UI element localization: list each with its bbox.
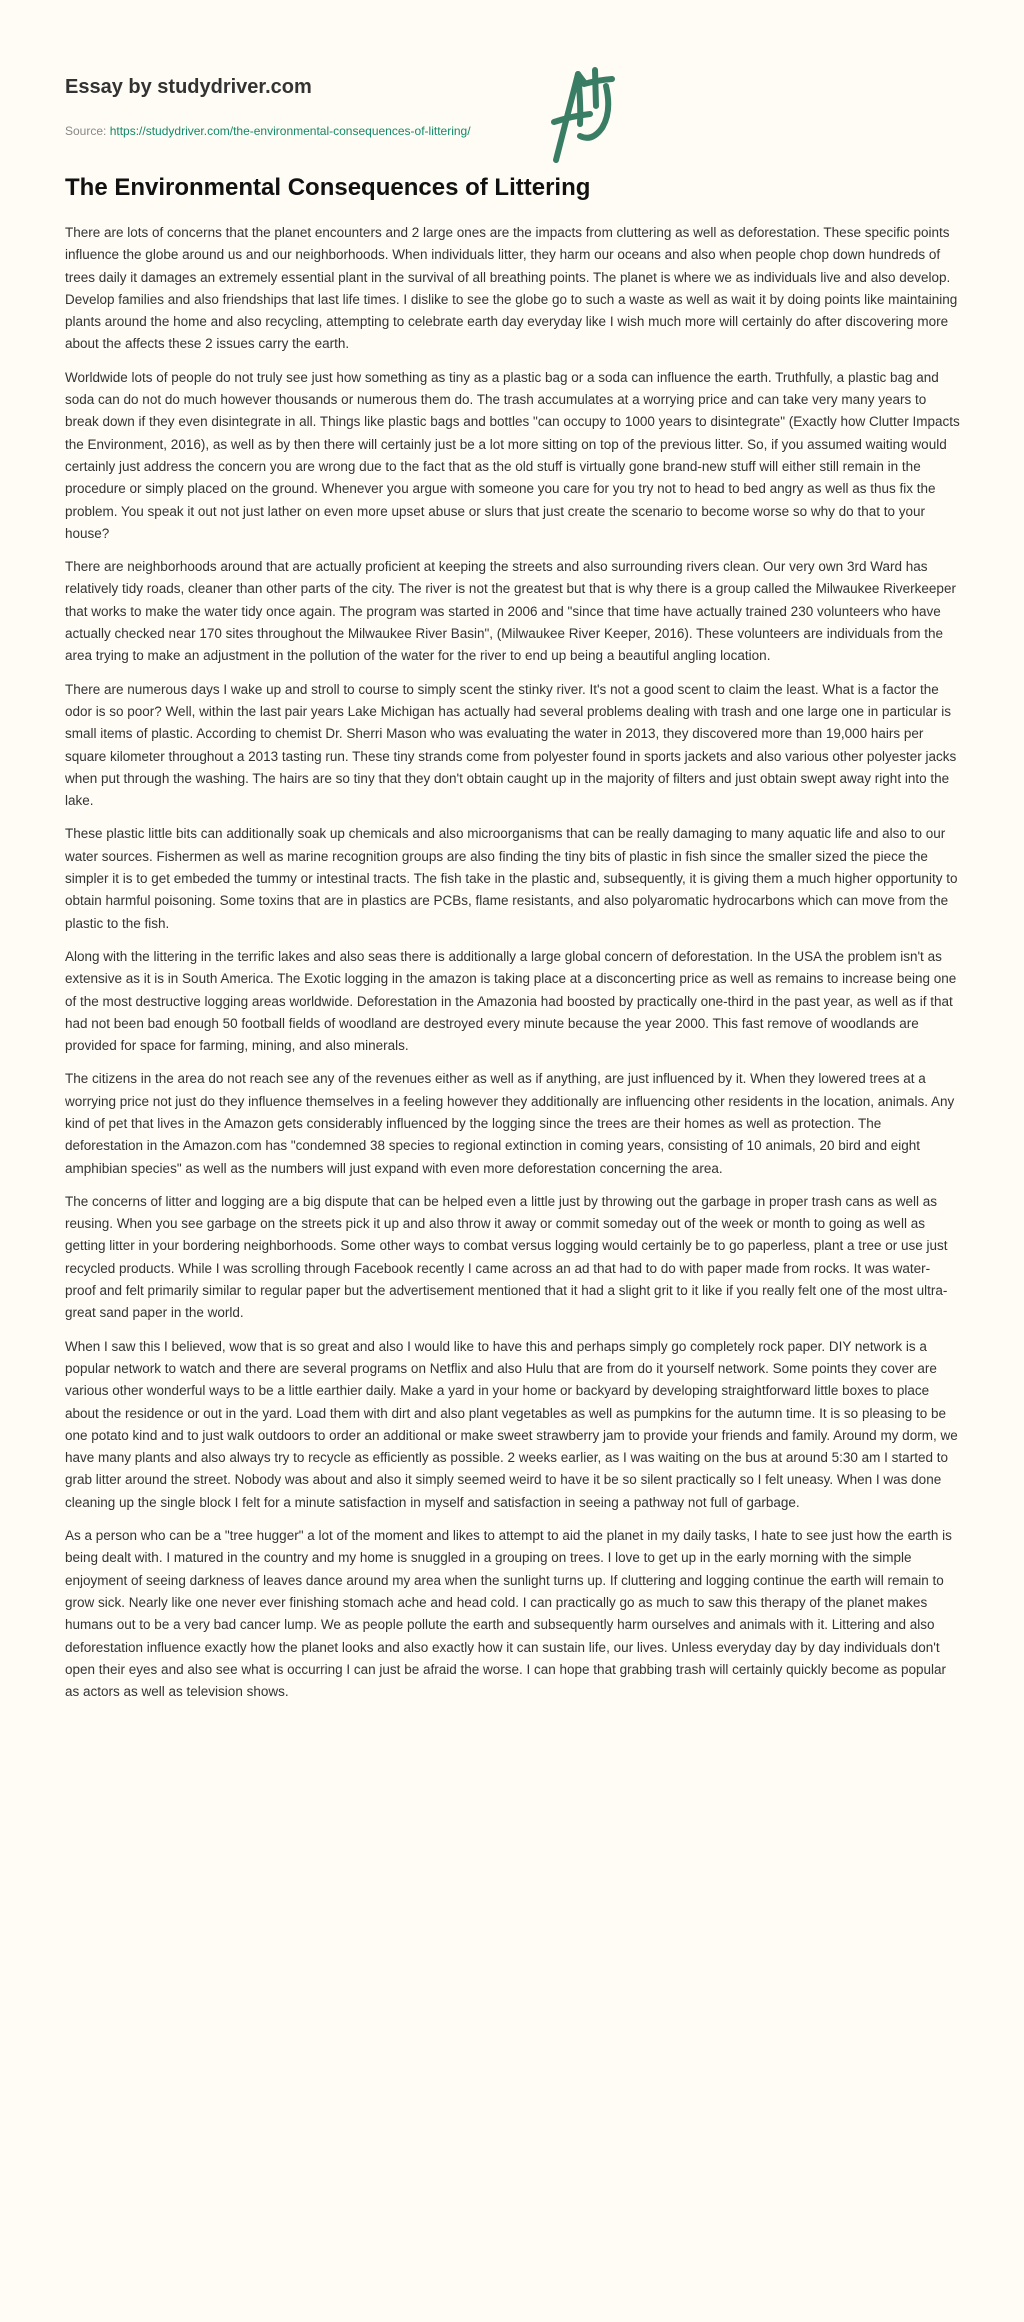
a-plus-logo-icon xyxy=(550,64,650,164)
essay-paragraph: The citizens in the area do not reach see any of the revenues either as well as if anything, are just influenced by it. When they lowered trees at a worrying price not just do they influence themselves in a feeling however they additionally are influencing other residents in the location, animals. Any kind of pet that lives in the Amazon gets considerably influenced by the logging since the trees are their homes as well as protection. The deforestation in the Amazon.com has "condemned 38 species to regional extinction in coming years, consisting of 10 animals, 20 bird and eight amphibian species" as well as the numbers will just expand with even more deforestation concerning the area. xyxy=(65,1071,955,1176)
essay-paragraph: The concerns of litter and logging are a big dispute that can be helped even a little just by throwing out the garbage in proper trash cans as well as reusing. When you see garbage on the streets pick it up and also throw it away or commit someday out of the week or month to going as well as getting litter in your bordering neighborhoods. Some other ways to combat versus logging would certainly be to go paperless, plant a tree or use just recycled products. While I was scrolling through Facebook recently I came across an ad that had to do with paper made from rocks. It was water-proof and felt primarily similar to regular paper but the advertisement mentioned that it had a slight grit to it like if you really felt one of the most ultra- great sand paper in the world. xyxy=(65,1193,948,1321)
essay-content xyxy=(0,174,1024,1703)
essay-paragraph: As a person who can be a "tree hugger" a lot of the moment and likes to attempt to aid the planet in my daily tasks, I hate to see just how the earth is being dealt with. I matured in the country and my home is snuggled in a grouping on trees. I love to get up in the early morning with the simple enjoyment of seeing darkness of leaves dance around my area when the sunlight turns up. If cluttering and logging continue the earth will remain to grow sick. Nearly like one never ever finishing stomach ache and head cold. I can practically go as much to saw this therapy of the planet makes humans out to be a very bad cancer lump. We as people pollute the earth and subsequently harm ourselves and animals with it. Littering and also deforestation influence exactly how the planet looks and also exactly how it can sustain life, our lives. Unless everyday day by day individuals don't open their eyes and also see what is occurring I can just be afraid the worse. I can hope that grabbing trash will certainly quickly become as popular as actors as well as television shows. xyxy=(65,1528,952,1700)
source-link[interactable]: https://studydriver.com/the-environmental-consequences-of-littering/ xyxy=(109,124,471,138)
essay-paragraph: When I saw this I believed, wow that is so great and also I would like to have this and perhaps simply go completely rock paper. DIY network is a popular network to watch and there are several programs on Netflix and also Hulu that are from do it yourself network. Some points they cover are various other wonderful ways to be a little earthier daily. Make a yard in your home or backyard by developing straightforward little boxes to place about the residence or out in the yard. Load them with dirt and also plant vegetables as well as pumpkins for the autumn time. It is so pleasing to be one potato kind and to just walk outdoors to order an additional or make sweet strawberry jam to provide your friends and family. Around my dorm, we have many plants and also always try to recycle as efficiently as possible. 2 weeks earlier, as I was waiting on the bus at around 5:30 am I started to grab litter around the street. Nobody was about and also it simply seemed weird to have it be so silent practically so I felt uneasy. When I was done cleaning up the single block I felt for a minute satisfaction in myself and satisfaction in seeing a pathway not full of garbage. xyxy=(65,1338,958,1510)
essay-paragraph: These plastic little bits can additionally soak up chemicals and also microorganisms that can be really damaging to many aquatic life and also to our water sources. Fishermen as well as marine recognition groups are also finding the tiny bits of plastic in fish since the smaller sized the piece the simpler it is to get embeded the tummy or intestinal tracts. The fish take in the plastic and, subsequently, it is giving them a much higher opportunity to obtain harmful poisoning. Some toxins that are in plastics are PCBs, flame resistants, and also polyaromatic hydrocarbons which can move from the plastic to the fish. xyxy=(65,826,958,931)
site-title: Essay by studydriver.com xyxy=(65,76,312,98)
essay-paragraph: Along with the littering in the terrific lakes and also seas there is additionally a large global concern of deforestation. In the USA the problem isn't as extensive as it is in South America. The Exotic logging in the amazon is taking place at a disconcerting price as well as remains to increase being one of the most destructive logging areas worldwide. Deforestation in the Amazonia had boosted by practically one-third in the past year, as well as if that had not been bad enough 50 football fields of woodland are destroyed every minute because the year 2000. This fast remove of woodlands are provided for space for farming, mining, and also minerals. xyxy=(65,948,957,1054)
essay-paragraph: There are lots of concerns that the planet encounters and 2 large ones are the impacts from cluttering as well as deforestation. These specific points influence the globe around us and our neighborhoods. When individuals litter, they harm our oceans and also when people chop down hundreds of trees daily it damages an extremely essential plant in the survival of all breathing points. The planet is where we as individuals live and also develop. Develop families and also friendships that last life times. I dislike to see the globe go to such a waste as well as wait it by doing points like maintaining plants around the home and also recycling, attempting to celebrate earth day everyday like I wish much more will certainly do after discovering more about the affects these 2 issues carry the earth. xyxy=(65,225,958,352)
essay-paragraph: Worldwide lots of people do not truly see just how something as tiny as a plastic bag or a soda can influence the earth. Truthfully, a plastic bag and soda can do not do much however thousands or numerous them do. The trash accumulates at a worrying price and can take very many years to break down if they even disintegrate in all. Things like plastic bags and bottles "can occupy to 1000 years to disintegrate" (Exactly how Clutter Impacts the Environment, 2016), as well as by then there will certainly just be a lot more sitting on top of the previous litter. So, if you assumed waiting would certainly just address the concern you are wrong due to the fact that as the old stuff is virtually gone brand-new stuff will either still remain in the procedure or simply placed on the ground. Whenever you argue with someone you care for you try not to head to bed angry as well as thus fix the problem. You speak it out not just lather on even more upset abuse or slurs that just create the scenario to become worse so why do that to your house? xyxy=(65,369,960,541)
source-label: Source: xyxy=(65,124,107,138)
source-line xyxy=(65,124,471,138)
page-header xyxy=(0,0,1024,160)
essay-title: The Environmental Consequences of Littering xyxy=(65,174,591,201)
essay-paragraph: There are numerous days I wake up and stroll to course to simply scent the stinky river. It's not a good scent to claim the least. What is a factor the odor is so poor? Well, within the last pair years Lake Michigan has actually had several problems dealing with trash and one large one in particular is small items of plastic. According to chemist Dr. Sherri Mason who was evaluating the water in 2013, they discovered more than 19,000 hairs per square kilometer throughout a 2013 tasting run. These tiny strands come from polyester found in sports jackets and also various other polyester jacks when put through the washing. The hairs are so tiny that they don't obtain caught up in the majority of filters and just obtain swept away right into the lake. xyxy=(65,681,957,809)
essay-paragraph: There are neighborhoods around that are actually proficient at keeping the streets and also surrounding rivers clean. Our very own 3rd Ward has relatively tidy roads, cleaner than other parts of the city. The river is not the greatest but that is why there is a group called the Milwaukee Riverkeeper that works to make the water tidy once again. The program was started in 2006 and "since that time have actually trained 230 volunteers who have actually checked near 170 sites throughout the Milwaukee River Basin", (Milwaukee River Keeper, 2016). These volunteers are individuals from the area trying to make an adjustment in the pollution of the water for the river to end up being a beautiful angling location. xyxy=(65,559,956,664)
